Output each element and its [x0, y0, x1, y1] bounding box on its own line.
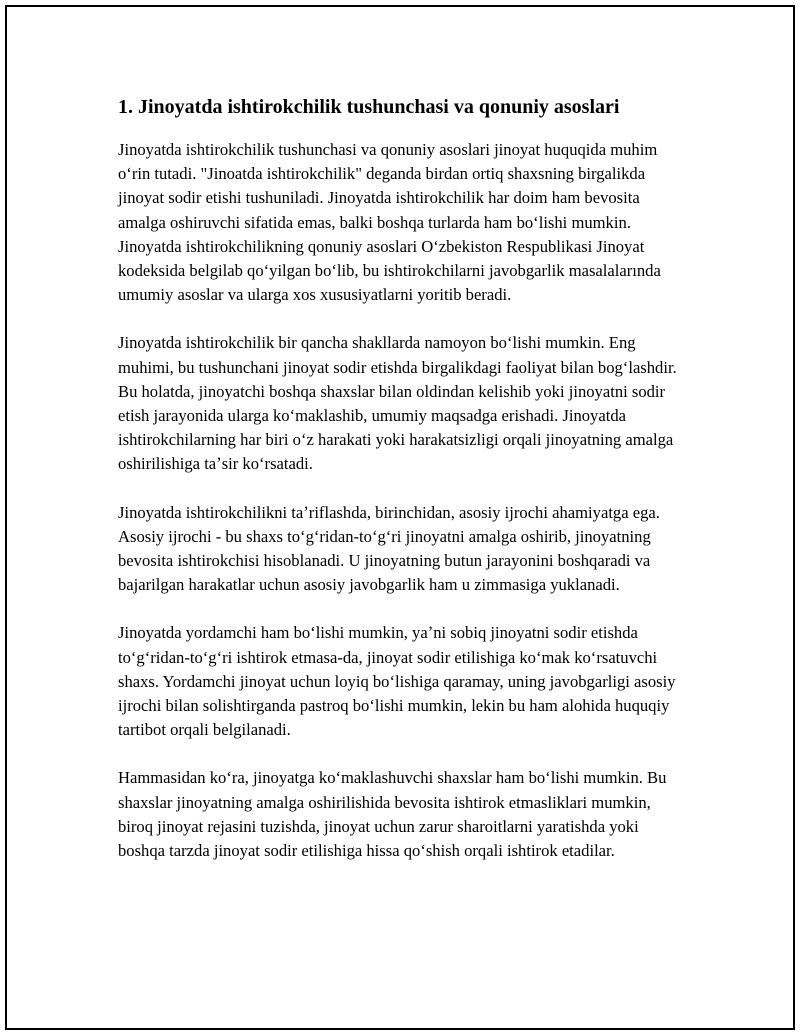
paragraph-3: Jinoyatda ishtirokchilikni taʼriflashda, birinchidan, asosiy ijrochi ahamiyatga ega. Asosiy ijrochi - bu shaxs toʻgʻridan-toʻgʻri jinoyatni amalga oshirib, jinoyatning bevosita ishtirokchisi hisoblanadi. U jinoyatning butun jarayonini boshqaradi va bajarilgan harakatlar uchun asosiy javobgarlik ham u zimmasiga yuklanadi.	[118, 502, 660, 595]
document-body	[118, 94, 688, 887]
paragraph-5: Hammasidan koʻra, jinoyatga koʻmaklashuvchi shaxslar ham boʻlishi mumkin. Bu shaxslar jinoyatning amalga oshirilishida bevosita ishtirok etmasliklari mumkin, biroq jinoyat rejasini tuzishda, jinoyat uchun zarur sharoitlarni yaratishda yoki boshqa tarzda jinoyat sodir etilishiga hissa qoʻshish orqali ishtirok etadilar.	[118, 768, 667, 861]
paragraph-2: Jinoyatda ishtirokchilik bir qancha shakllarda namoyon boʻlishi mumkin. Eng muhimi, bu tushunchani jinoyat sodir etishda birgalikdagi faoliyat bilan bogʻlashdir. Bu holatda, jinoyatchi boshqa shaxslar bilan oldindan kelishib yoki jinoyatni sodir etish jarayonida ularga koʻmaklashib, umumiy maqsadga erishadi. Jinoyatda ishtirokchilarning har biri oʻz harakati yoki harakatsizligi orqali jinoyatning amalga oshirilishiga taʼsir koʻrsatadi.	[118, 333, 677, 474]
paragraph-4: Jinoyatda yordamchi ham boʻlishi mumkin, yaʼni sobiq jinoyatni sodir etishda toʻgʻridan-toʻgʻri ishtirok etmasa-da, jinoyat sodir etilishiga koʻmak koʻrsatuvchi shaxs. Yordamchi jinoyat uchun loyiq boʻlishiga qaramay, uning javobgarligi asosiy ijrochi bilan solishtirganda pastroq boʻlishi mumkin, lekin bu ham alohida huquqiy tartibot orqali belgilanadi.	[118, 623, 676, 740]
paragraph-1: Jinoyatda ishtirokchilik tushunchasi va qonuniy asoslari jinoyat huquqida muhim oʻrin tutadi. "Jinoatda ishtirokchilik" deganda birdan ortiq shaxsning birgalikda jinoyat sodir etishi tushuniladi. Jinoyatda ishtirokchilik har doim ham bevosita amalga oshiruvchi sifatida emas, balki boshqa turlarda ham boʻlishi mumkin. Jinoyatda ishtirokchilikning qonuniy asoslari Oʻzbekiston Respublikasi Jinoyat kodeksida belgilab qoʻyilgan boʻlib, bu ishtirokchilarni javobgarlik masalalarında umumiy asoslar va ularga xos xususiyatlarni yoritib beradi.	[118, 140, 661, 305]
section-heading: 1. Jinoyatda ishtirokchilik tushunchasi va qonuniy asoslari	[118, 96, 620, 118]
